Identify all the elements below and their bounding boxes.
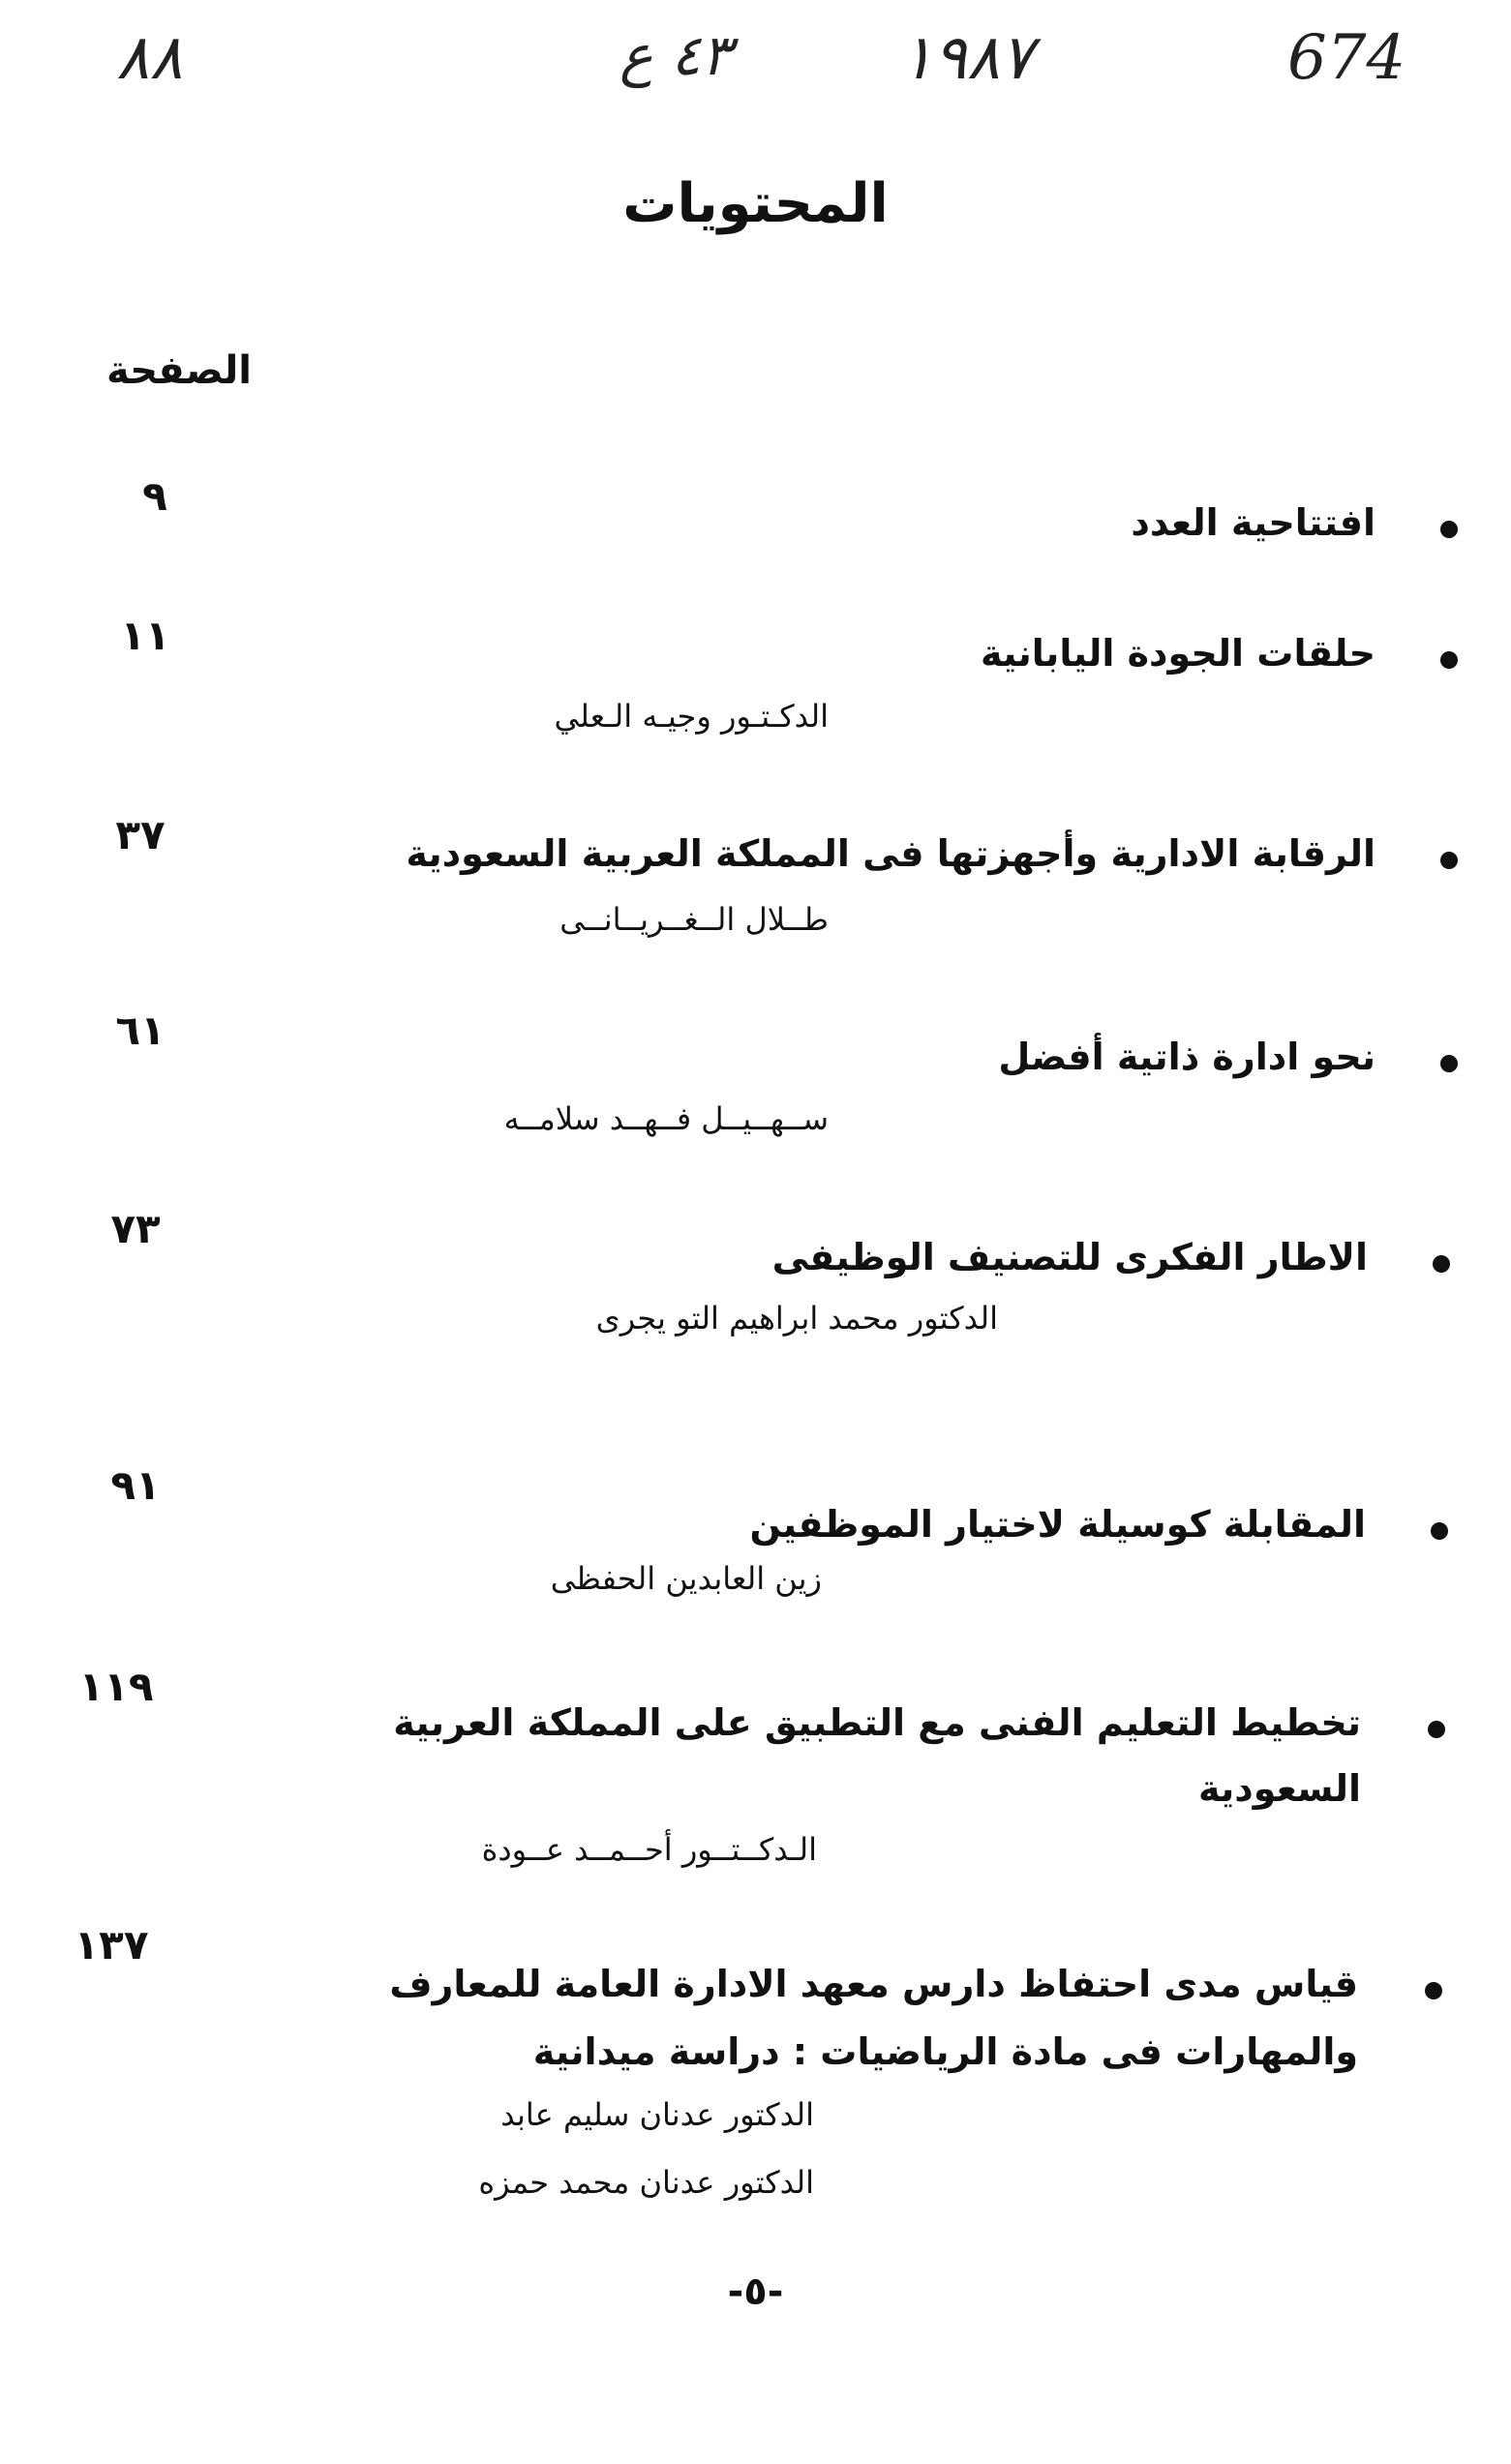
bullet-icon <box>1433 1255 1450 1273</box>
entry-author: زين العابدين الحفظى <box>550 1560 822 1597</box>
entry-page-number: ١١ <box>120 612 170 659</box>
bullet-icon <box>1440 651 1458 669</box>
bullet-icon <box>1440 521 1458 538</box>
bullet-icon <box>1440 852 1458 869</box>
entry-title: المقابلة كوسيلة لاختيار الموظفين <box>749 1503 1366 1546</box>
entry-author: طــلال الــغــريــانــى <box>559 901 829 938</box>
bullet-icon <box>1428 1721 1445 1738</box>
handwritten-note-left: ٨٨ <box>116 22 183 94</box>
entry-page-number: ٩١ <box>110 1461 161 1509</box>
entry-author: الدكتور محمد ابراهيم التو يجرى <box>595 1300 998 1337</box>
entry-author: الـدكــتــور أحــمــد عــودة <box>481 1831 817 1868</box>
entry-page-number: ٧٣ <box>110 1205 161 1252</box>
entry-author: الدكتور عدنان سليم عابد <box>500 2096 814 2133</box>
entry-page-number: ٣٧ <box>115 811 166 858</box>
entry-title: حلقات الجودة اليابانية <box>980 632 1375 675</box>
footer-page-number: -٥- <box>727 2269 784 2314</box>
entry-title: الاطار الفكرى للتصنيف الوظيفى <box>771 1236 1368 1278</box>
entry-page-number: ٦١ <box>115 1007 166 1054</box>
page-title: المحتويات <box>622 172 889 235</box>
bullet-icon <box>1440 1055 1458 1072</box>
entry-title-line-1: تخطيط التعليم الفنى مع التطبيق على المملكة العربية <box>393 1701 1361 1744</box>
handwritten-note-ref: 674 <box>1287 22 1406 94</box>
handwritten-note-code: ٤٣ ع <box>620 22 732 88</box>
bullet-icon <box>1425 1982 1442 1999</box>
entry-title-line-1: قياس مدى احتفاظ دارس معهد الادارة العامة للمعارف <box>389 1963 1358 2005</box>
bullet-icon <box>1431 1522 1448 1540</box>
entry-title: افتتاحية العدد <box>1131 501 1375 544</box>
entry-page-number: ١١٩ <box>78 1663 154 1710</box>
entry-page-number: ٩ <box>142 472 167 520</box>
entry-title-line-2: السعودية <box>1197 1767 1361 1810</box>
entry-page-number: ١٣٧ <box>74 1921 149 1968</box>
entry-title: نحو ادارة ذاتية أفضل <box>998 1036 1375 1078</box>
entry-author: ســهــيــل فــهــد سلامــه <box>503 1100 829 1137</box>
entry-author-2: الدكتور عدنان محمد حمزه <box>478 2164 814 2201</box>
page-column-header: الصفحة <box>106 348 252 393</box>
entry-author: الدكـتـور وجيـه الـعلي <box>554 698 829 735</box>
entry-title: الرقابة الادارية وأجهزتها فى المملكة العربية السعودية <box>406 832 1375 875</box>
handwritten-note-year: ١٩٨٧ <box>900 22 1034 94</box>
entry-title-line-2: والمهارات فى مادة الرياضيات : دراسة ميدانية <box>532 2030 1358 2073</box>
